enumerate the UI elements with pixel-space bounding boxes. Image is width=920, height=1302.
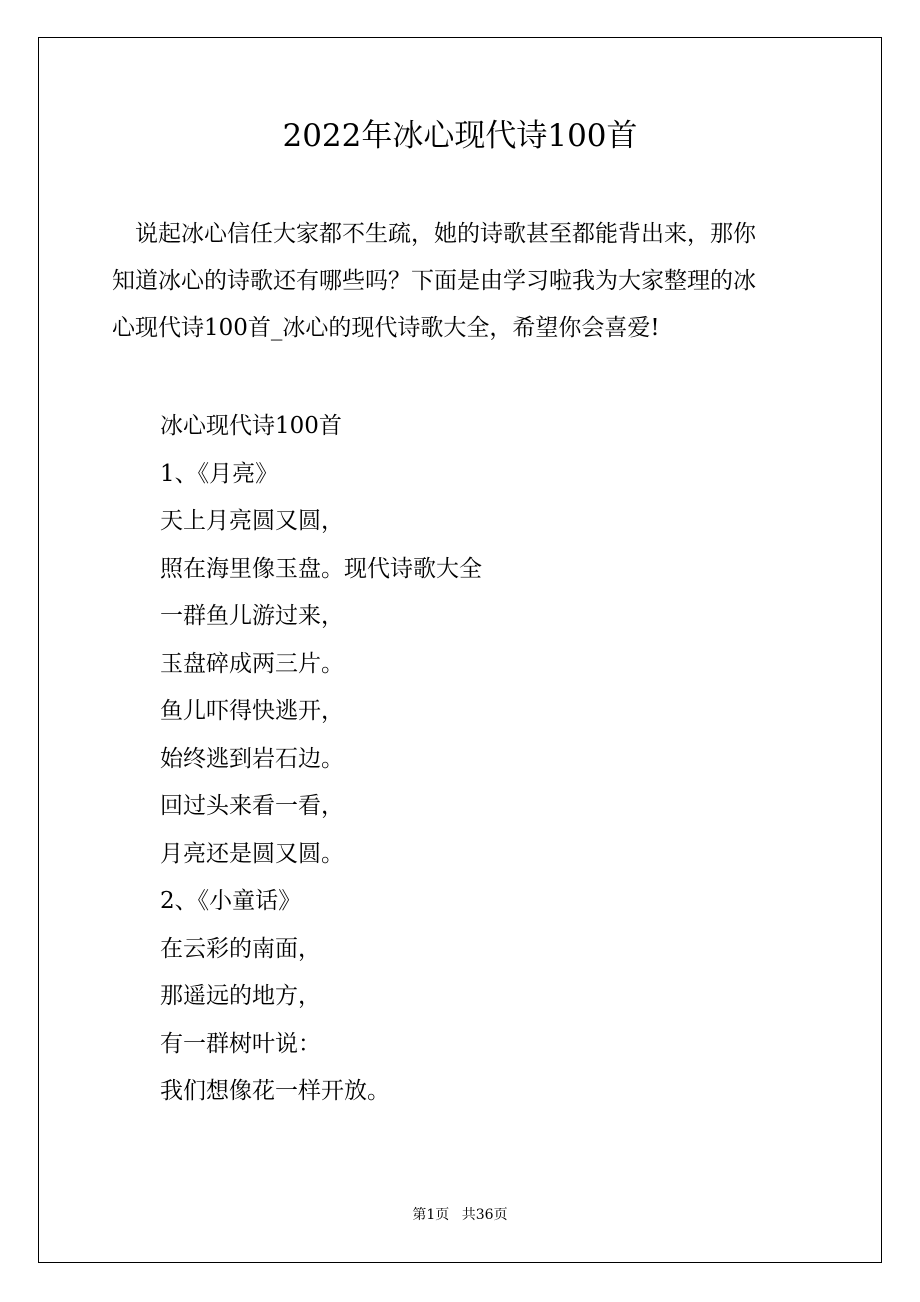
poem-line: 那遥远的地方， [160, 983, 321, 1009]
poem-line: 天上月亮圆又圆， [160, 508, 344, 534]
intro-paragraph [112, 211, 812, 352]
poem-line: 有一群树叶说： [160, 1030, 321, 1057]
intro-line: 知道冰心的诗歌还有哪些吗？下面是由学习啦我为大家整理的冰 [112, 268, 756, 294]
poem-line: 月亮还是圆又圆。 [160, 840, 344, 867]
section-heading: 冰心现代诗100首 [160, 413, 342, 439]
page-number: 第1页 [412, 1207, 450, 1223]
poem-line: 始终逃到岩石边。 [160, 745, 344, 772]
poem-title: 1、《月亮》 [160, 460, 279, 487]
poem-title: 2、《小童话》 [160, 888, 302, 914]
poem-body [160, 403, 800, 1116]
poem-line: 照在海里像玉盘。现代诗歌大全 [160, 555, 482, 582]
poem-line: 鱼儿吓得快逃开， [160, 698, 344, 724]
document-title: 2022年冰心现代诗100首 [282, 118, 638, 154]
page-footer [0, 1205, 920, 1225]
intro-line: 心现代诗100首_冰心的现代诗歌大全，希望你会喜爱! [112, 315, 660, 341]
poem-line: 我们想像花一样开放。 [160, 1078, 390, 1104]
page-total: 共36页 [461, 1207, 508, 1223]
intro-line: 说起冰心信任大家都不生疏，她的诗歌甚至都能背出来，那你 [135, 221, 756, 247]
poem-line: 回过头来看一看， [160, 793, 344, 819]
poem-line: 玉盘碎成两三片。 [160, 650, 344, 677]
poem-line: 在云彩的南面， [160, 935, 321, 962]
poem-line: 一群鱼儿游过来， [160, 603, 344, 629]
